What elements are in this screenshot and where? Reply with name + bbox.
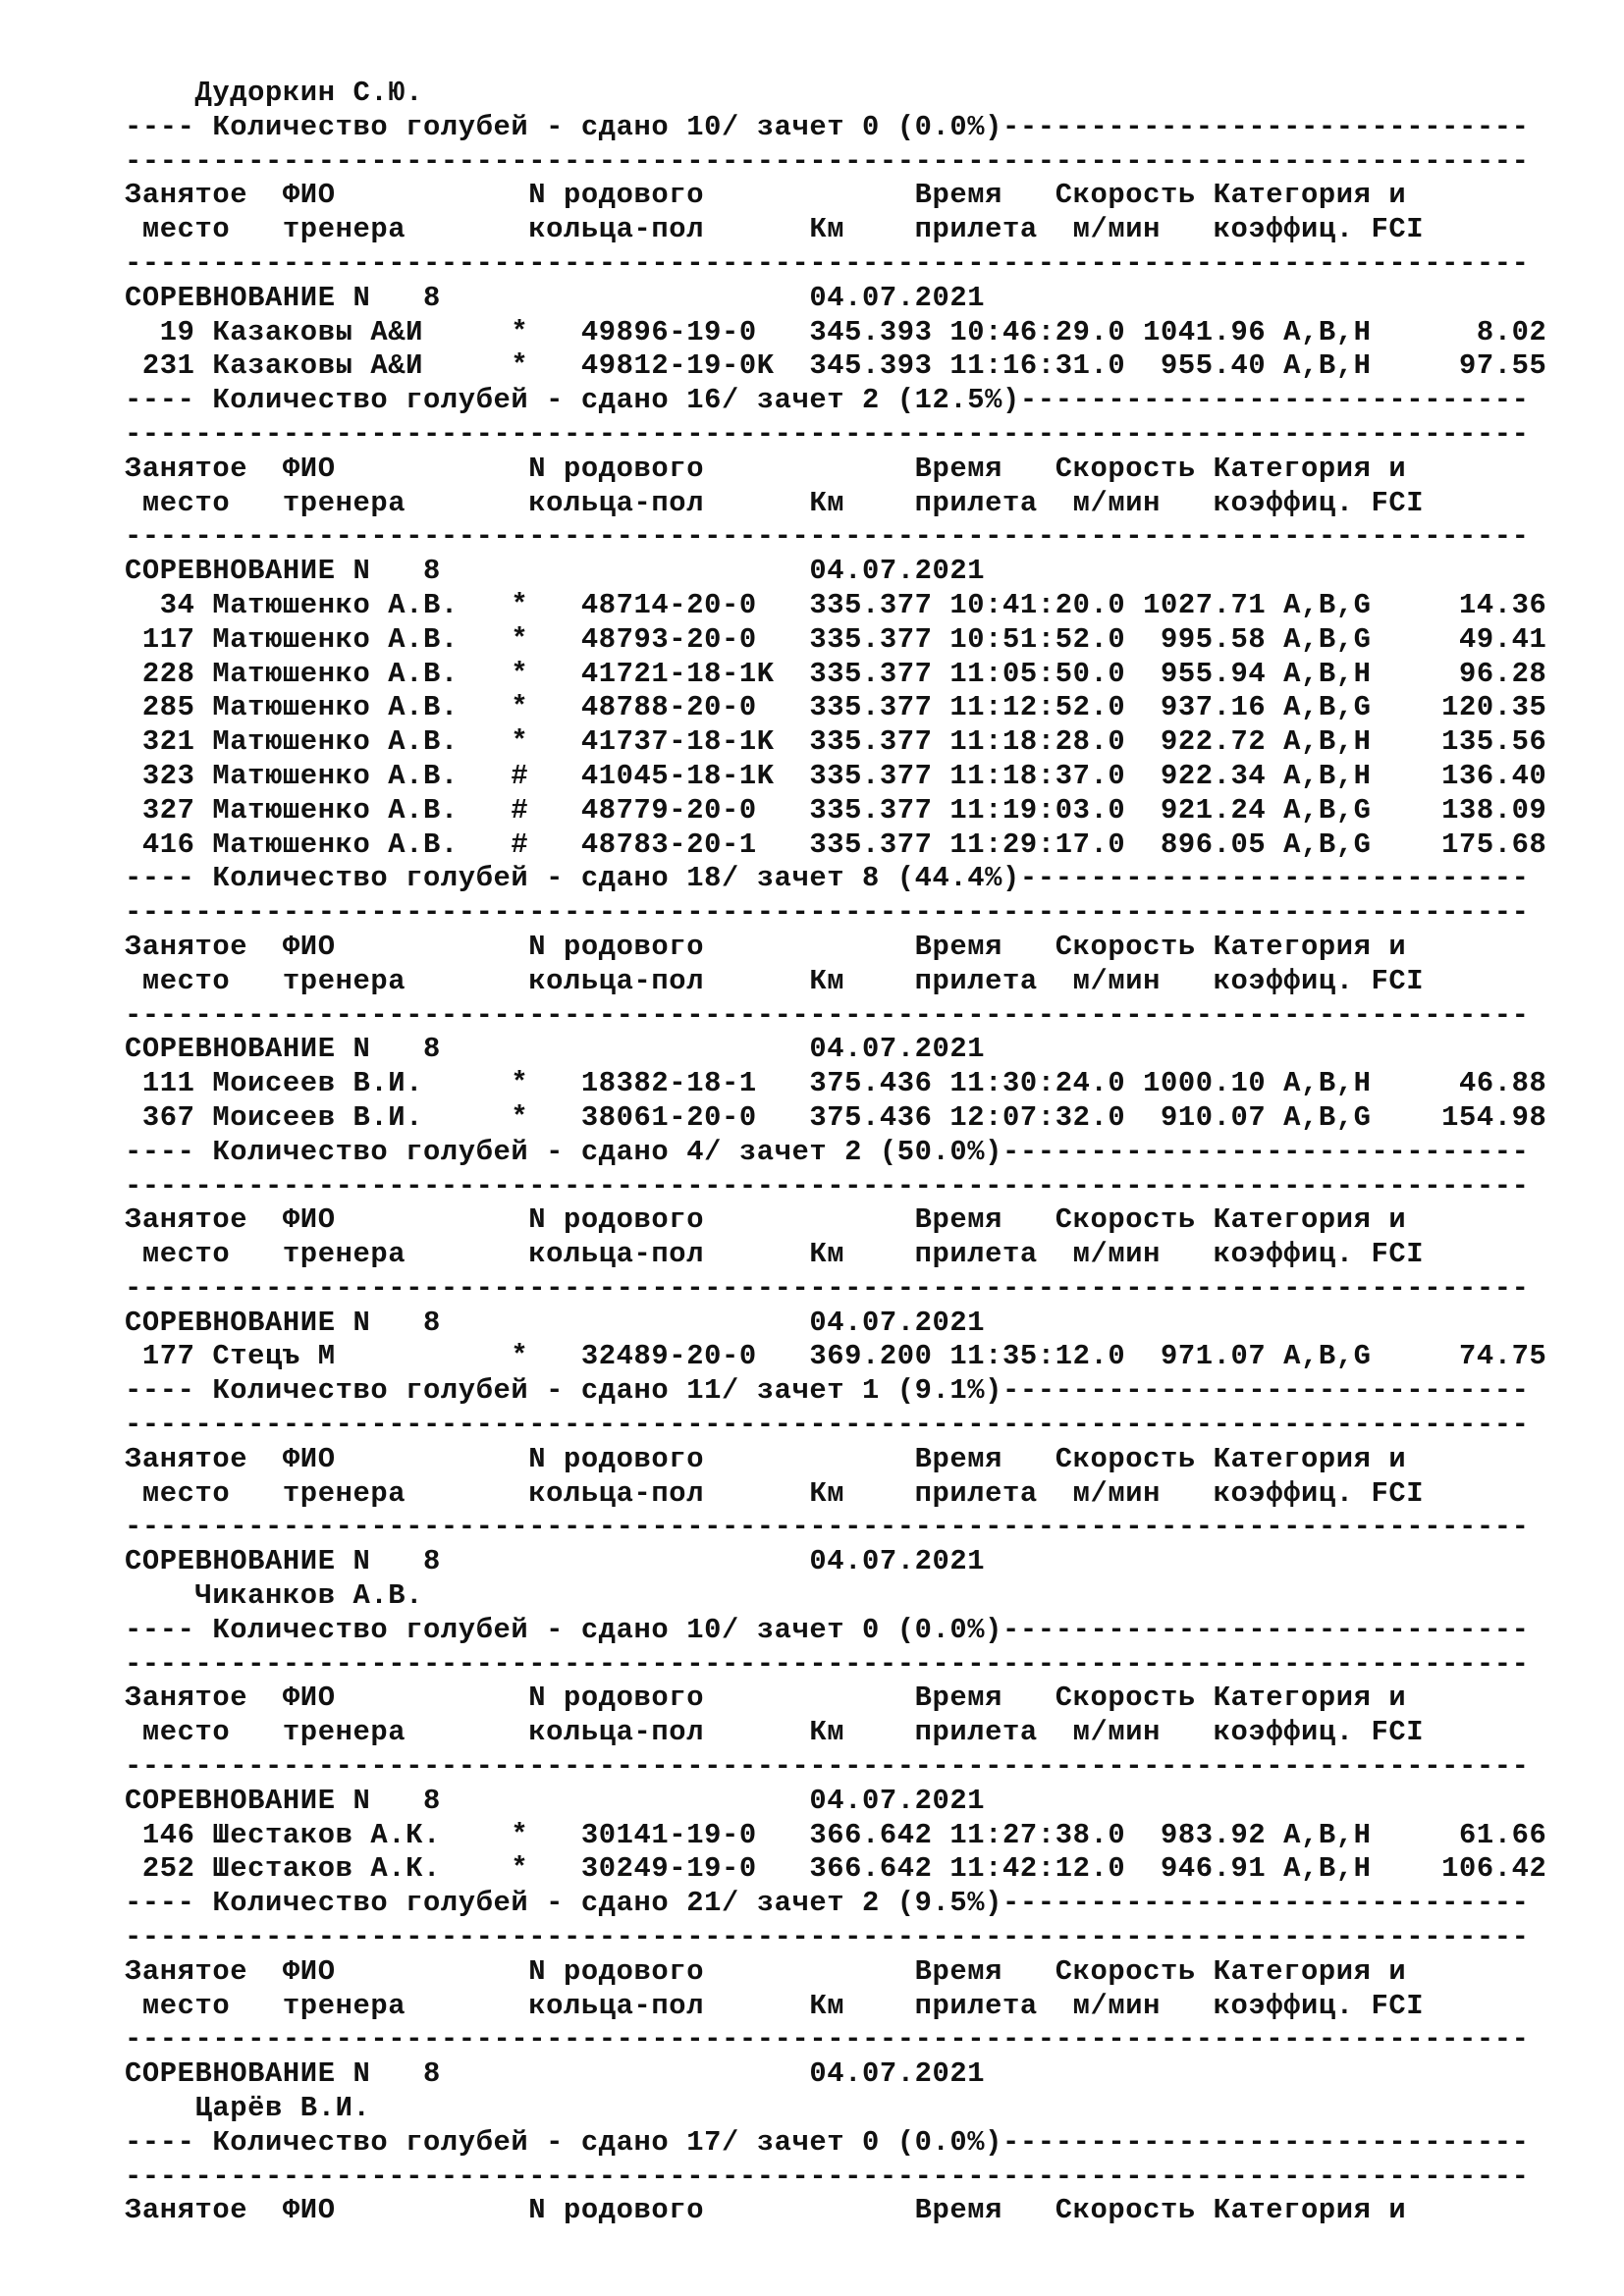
text-line: ---- Количество голубей - сдано 16/ зачет 2 (12.5%)----------------------------- — [125, 384, 1530, 417]
text-line: -------------------------------------------------------------------------------- — [125, 1750, 1530, 1784]
text-line: место тренера кольца-пол Км прилета м/мин коэффиц. FCI — [125, 1716, 1425, 1749]
text-line: -------------------------------------------------------------------------------- — [125, 896, 1530, 930]
text-line: СОРЕВНОВАНИЕ N 8 04.07.2021 — [125, 2057, 986, 2091]
text-line: Занятое ФИО N родового Время Скорость Категория и — [125, 1442, 1407, 1475]
text-line: 285 Матюшенко А.В. * 48788-20-0 335.377 11:12:52.0 937.16 A,B,G 120.35 — [125, 691, 1547, 724]
text-line: -------------------------------------------------------------------------------- — [125, 1409, 1530, 1442]
text-line: 117 Матюшенко А.В. * 48793-20-0 335.377 10:51:52.0 995.58 A,B,G 49.41 — [125, 622, 1547, 656]
text-line: Занятое ФИО N родового Время Скорость Категория и — [125, 1682, 1407, 1715]
text-line: Занятое ФИО N родового Время Скорость Категория и — [125, 930, 1407, 963]
text-line: -------------------------------------------------------------------------------- — [125, 1921, 1530, 1954]
results-printout — [125, 77, 1546, 2228]
text-line: место тренера кольца-пол Км прилета м/мин коэффиц. FCI — [125, 964, 1425, 997]
text-line: Занятое ФИО N родового Время Скорость Категория и — [125, 2194, 1407, 2227]
text-line: ---- Количество голубей - сдано 18/ зачет 8 (44.4%)----------------------------- — [125, 862, 1530, 895]
text-line: ---- Количество голубей - сдано 21/ зачет 2 (9.5%)------------------------------ — [125, 1887, 1530, 1920]
text-line: ---- Количество голубей - сдано 17/ зачет 0 (0.0%)------------------------------ — [125, 2125, 1530, 2159]
text-line: место тренера кольца-пол Км прилета м/мин коэффиц. FCI — [125, 1238, 1425, 1271]
text-line: -------------------------------------------------------------------------------- — [125, 2023, 1530, 2056]
text-line: ---- Количество голубей - сдано 4/ зачет 2 (50.0%)------------------------------ — [125, 1135, 1530, 1168]
text-line: 111 Моисеев В.И. * 18382-18-1 375.436 11:30:24.0 1000.10 A,B,H 46.88 — [125, 1067, 1547, 1100]
text-line: -------------------------------------------------------------------------------- — [125, 144, 1530, 178]
text-line: 146 Шестаков А.К. * 30141-19-0 366.642 11:27:38.0 983.92 A,B,H 61.66 — [125, 1818, 1547, 1851]
text-line: -------------------------------------------------------------------------------- — [125, 1647, 1530, 1681]
text-line: 323 Матюшенко А.В. # 41045-18-1K 335.377 11:18:37.0 922.34 A,B,H 136.40 — [125, 759, 1547, 792]
text-line: 367 Моисеев В.И. * 38061-20-0 375.436 12:07:32.0 910.07 A,B,G 154.98 — [125, 1100, 1547, 1134]
text-line: СОРЕВНОВАНИЕ N 8 04.07.2021 — [125, 1545, 986, 1578]
text-line: 327 Матюшенко А.В. # 48779-20-0 335.377 11:19:03.0 921.24 A,B,G 138.09 — [125, 793, 1547, 827]
text-line: Занятое ФИО N родового Время Скорость Категория и — [125, 179, 1407, 212]
text-line: Дудоркин С.Ю. — [125, 77, 423, 109]
text-line: -------------------------------------------------------------------------------- — [125, 998, 1530, 1032]
text-line: -------------------------------------------------------------------------------- — [125, 1169, 1530, 1202]
text-line: Занятое ФИО N родового Время Скорость Категория и — [125, 1203, 1407, 1237]
text-line: место тренера кольца-пол Км прилета м/мин коэффиц. FCI — [125, 213, 1425, 246]
text-line: ---- Количество голубей - сдано 11/ зачет 1 (9.1%)------------------------------ — [125, 1374, 1530, 1408]
text-line: ---- Количество голубей - сдано 10/ зачет 0 (0.0%)------------------------------ — [125, 1613, 1530, 1646]
text-line: Чиканков А.В. — [125, 1579, 423, 1613]
text-line: Занятое ФИО N родового Время Скорость Категория и — [125, 1954, 1407, 1988]
text-line: 416 Матюшенко А.В. # 48783-20-1 335.377 11:29:17.0 896.05 A,B,G 175.68 — [125, 828, 1547, 861]
text-line: 177 Стецъ М * 32489-20-0 369.200 11:35:12.0 971.07 A,B,G 74.75 — [125, 1340, 1547, 1373]
text-line: 231 Казаковы А&И * 49812-19-0K 345.393 11:16:31.0 955.40 A,B,H 97.55 — [125, 349, 1547, 383]
text-line: 19 Казаковы А&И * 49896-19-0 345.393 10:46:29.0 1041.96 A,B,H 8.02 — [125, 315, 1547, 348]
text-line: Царёв В.И. — [125, 2092, 371, 2125]
text-line: место тренера кольца-пол Км прилета м/мин коэффиц. FCI — [125, 486, 1425, 519]
text-line: -------------------------------------------------------------------------------- — [125, 520, 1530, 554]
text-line: -------------------------------------------------------------------------------- — [125, 1271, 1530, 1305]
text-line: 228 Матюшенко А.В. * 41721-18-1K 335.377 11:05:50.0 955.94 A,B,H 96.28 — [125, 657, 1547, 690]
text-line: -------------------------------------------------------------------------------- — [125, 2160, 1530, 2193]
text-line: СОРЕВНОВАНИЕ N 8 04.07.2021 — [125, 1306, 986, 1339]
text-line: -------------------------------------------------------------------------------- — [125, 246, 1530, 280]
text-line: ---- Количество голубей - сдано 10/ зачет 0 (0.0%)------------------------------ — [125, 110, 1530, 143]
text-line: место тренера кольца-пол Км прилета м/мин коэффиц. FCI — [125, 1476, 1425, 1510]
text-line: -------------------------------------------------------------------------------- — [125, 1511, 1530, 1544]
text-line: 34 Матюшенко А.В. * 48714-20-0 335.377 10:41:20.0 1027.71 A,B,G 14.36 — [125, 588, 1547, 621]
text-line: 321 Матюшенко А.В. * 41737-18-1K 335.377 11:18:28.0 922.72 A,B,H 135.56 — [125, 725, 1547, 759]
text-line: СОРЕВНОВАНИЕ N 8 04.07.2021 — [125, 1784, 986, 1817]
text-line: СОРЕВНОВАНИЕ N 8 04.07.2021 — [125, 1033, 986, 1066]
text-line: -------------------------------------------------------------------------------- — [125, 417, 1530, 451]
text-line: СОРЕВНОВАНИЕ N 8 04.07.2021 — [125, 281, 986, 314]
text-line: 252 Шестаков А.К. * 30249-19-0 366.642 11:42:12.0 946.91 A,B,H 106.42 — [125, 1852, 1547, 1886]
text-line: место тренера кольца-пол Км прилета м/мин коэффиц. FCI — [125, 1989, 1425, 2022]
text-line: Занятое ФИО N родового Время Скорость Категория и — [125, 452, 1407, 485]
text-line: СОРЕВНОВАНИЕ N 8 04.07.2021 — [125, 555, 986, 588]
